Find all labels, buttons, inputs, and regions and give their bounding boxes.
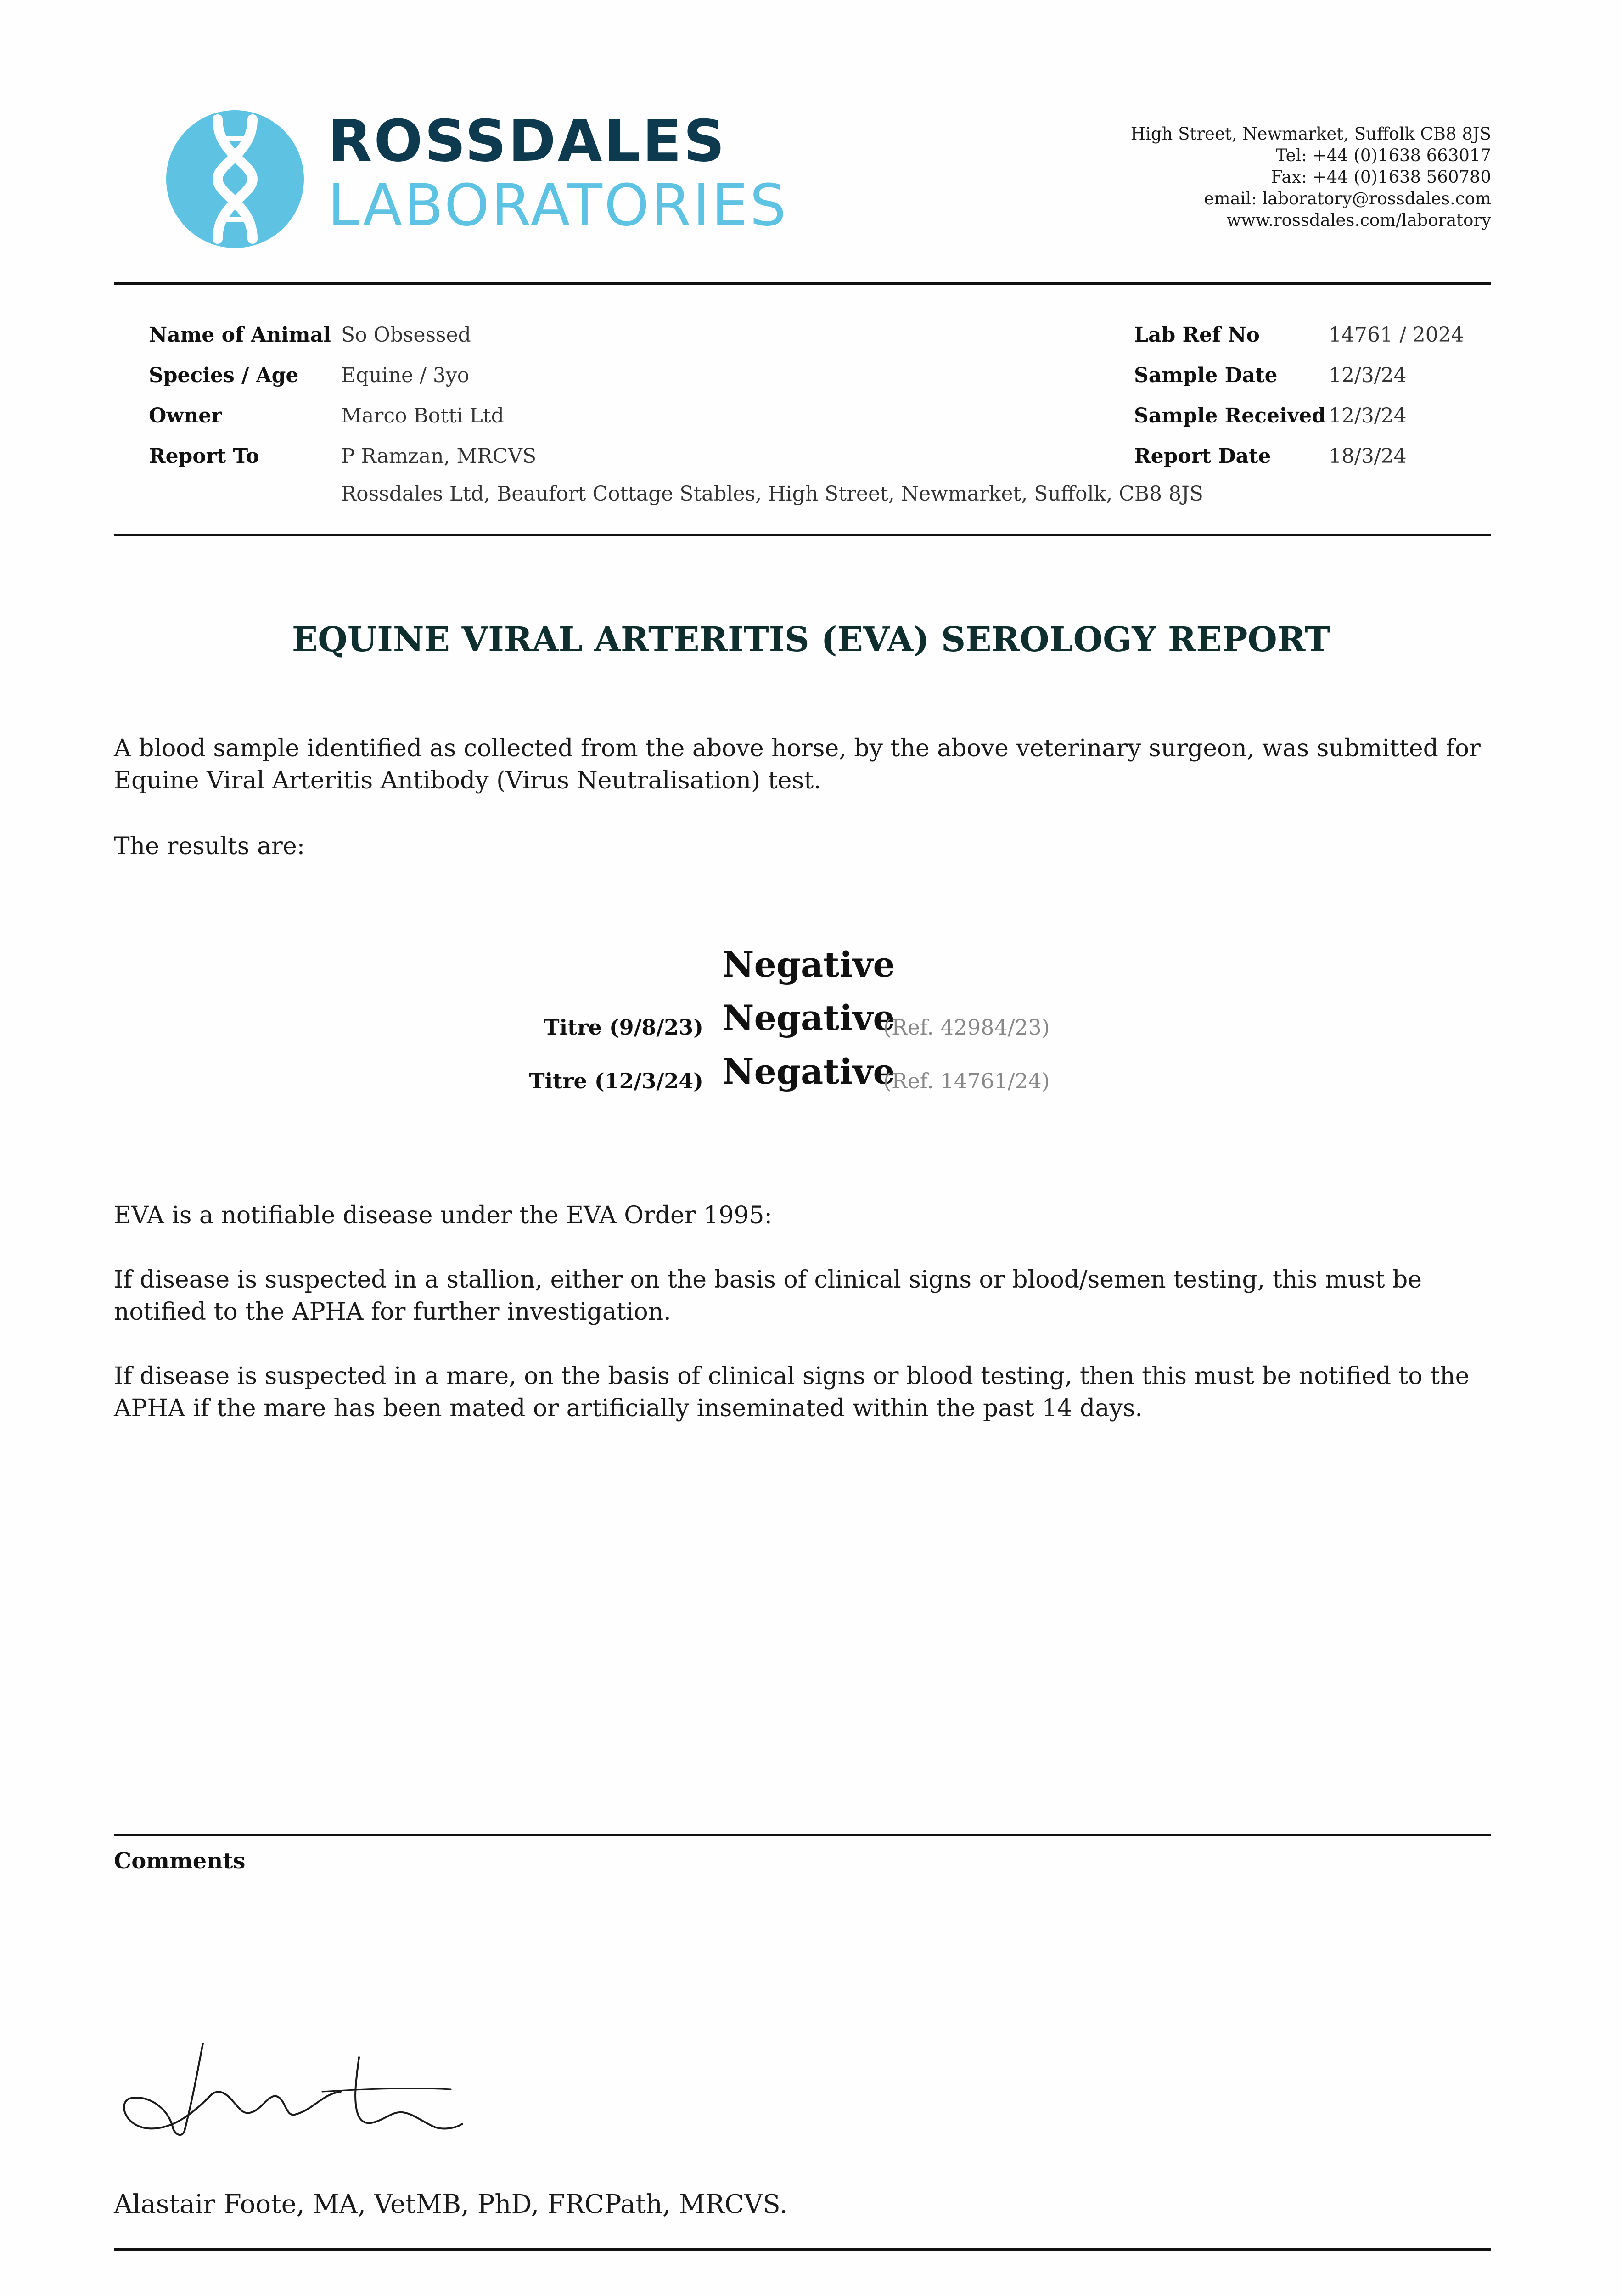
label-name-of-animal: Name of Animal (149, 323, 331, 347)
contact-address: High Street, Newmarket, Suffolk CB8 8JS (1130, 124, 1491, 144)
titre-result-1: Negative (722, 997, 895, 1038)
signatory-name: Alastair Foote, MA, VetMB, PhD, FRCPath, MRCVS. (114, 2189, 788, 2219)
comments-label: Comments (114, 1848, 246, 1874)
notice-paragraph: EVA is a notifiable disease under the EVA Order 1995: (114, 1202, 773, 1229)
label-sample-date: Sample Date (1134, 364, 1278, 387)
titre-label-2: Titre (12/3/24) (529, 1069, 703, 1093)
value-name-of-animal: So Obsessed (341, 323, 471, 347)
divider-bottom (114, 2248, 1491, 2251)
value-species-age: Equine / 3yo (341, 364, 470, 387)
contact-tel: Tel: +44 (0)1638 663017 (1275, 146, 1491, 165)
titre-label-1: Titre (9/8/23) (544, 1015, 703, 1040)
brand-name-line1: ROSSDALES (328, 108, 727, 174)
contact-fax: Fax: +44 (0)1638 560780 (1271, 167, 1491, 187)
mare-paragraph: If disease is suspected in a mare, on the basis of clinical signs or blood testing, then this must be notified to the APHA if the mare has been mated or artificially inseminated within the past 14 days. (114, 1362, 1470, 1422)
contact-email[interactable]: email: laboratory@rossdales.com (1204, 189, 1491, 208)
contact-website[interactable]: www.rossdales.com/laboratory (1226, 210, 1491, 230)
value-sample-received: 12/3/24 (1329, 404, 1407, 428)
label-owner: Owner (149, 404, 222, 428)
label-lab-ref-no: Lab Ref No (1134, 323, 1260, 347)
intro-paragraph: A blood sample identified as collected from the above horse, by the above veterinary surgeon, was submitted for Equine Viral Arteritis Antibody (Virus Neutralisation) test. (114, 735, 1481, 794)
value-report-date: 18/3/24 (1329, 445, 1407, 468)
divider-comments (114, 1834, 1491, 1836)
label-species-age: Species / Age (149, 364, 299, 387)
value-lab-ref-no: 14761 / 2024 (1329, 323, 1464, 347)
titre-ref-1: (Ref. 42984/23) (883, 1015, 1050, 1040)
titre-result-2: Negative (722, 1051, 895, 1092)
divider-top (114, 282, 1491, 285)
contact-block (1131, 123, 1491, 231)
result-main: Negative (722, 944, 895, 985)
value-sample-date: 12/3/24 (1329, 364, 1407, 387)
dna-helix-icon (166, 110, 304, 248)
signature (120, 2039, 469, 2140)
value-report-to: P Ramzan, MRCVS (341, 445, 537, 468)
divider-details (114, 534, 1491, 536)
value-report-address: Rossdales Ltd, Beaufort Cottage Stables, High Street, Newmarket, Suffolk, CB8 8JS (341, 482, 1203, 506)
results-lead: The results are: (114, 833, 305, 860)
label-report-to: Report To (149, 445, 259, 468)
value-owner: Marco Botti Ltd (341, 404, 504, 428)
label-sample-received: Sample Received (1134, 404, 1326, 428)
titre-ref-2: (Ref. 14761/24) (883, 1069, 1050, 1093)
report-title: EQUINE VIRAL ARTERITIS (EVA) SEROLOGY REPORT (292, 620, 1330, 659)
label-report-date: Report Date (1134, 445, 1271, 468)
brand-name-line2: LABORATORIES (328, 172, 788, 239)
stallion-paragraph: If disease is suspected in a stallion, either on the basis of clinical signs or blood/semen testing, this must be notified to the APHA for further investigation. (114, 1266, 1422, 1326)
